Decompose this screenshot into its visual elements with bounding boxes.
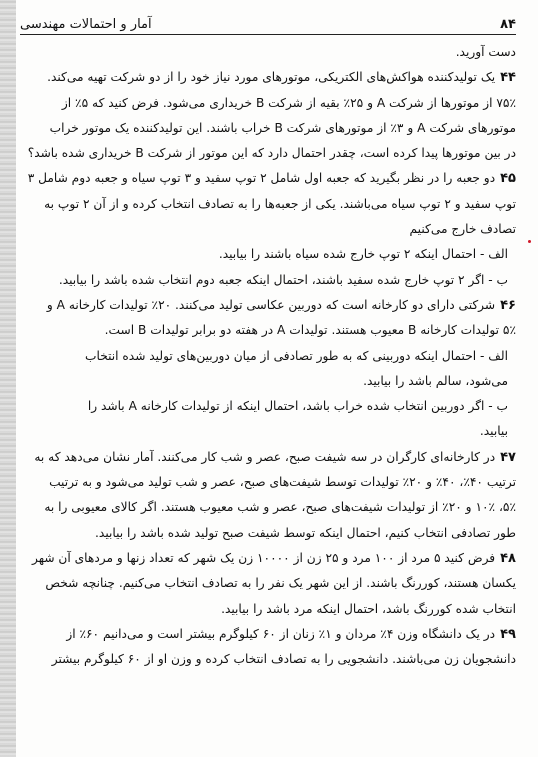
line-text: شرکتی دارای دو کارخانه است که دوربین عکاسی تولید می‌کنند. ۲۰٪ تولیدات کارخانه A و — [46, 297, 496, 312]
line-text: می‌شود، سالم باشد را بیابید. — [363, 373, 508, 388]
text-line — [20, 40, 516, 65]
line-text: فرض کنید ۵ مرد از ۱۰۰ مرد و ۲۵ زن از ۱۰۰۰۰ زن یک شهر که تعداد زنها و مردهای آن شهر — [32, 550, 496, 565]
running-title: آمار و احتمالات مهندسی — [20, 17, 152, 32]
text-line — [20, 217, 516, 242]
text-line — [20, 318, 516, 343]
text-line — [20, 521, 516, 546]
problem-number: ۴۸ — [500, 550, 516, 566]
line-text: ب - اگر ۲ توپ خارج شده سفید باشند، احتمال اینکه جعبه دوم انتخاب شده باشد را بیابید. — [58, 272, 508, 287]
line-text: توپ سفید و ۲ توپ سیاه می‌باشند. یکی از جعبه‌ها را به تصادف انتخاب کرده و از آن ۲ توپ به — [44, 196, 516, 211]
line-text: دو جعبه را در نظر بگیرید که جعبه اول شامل ۲ توپ سفید و ۳ توپ سیاه و جعبه دوم شامل ۳ — [27, 171, 496, 186]
line-text: ترتیب ۴۰٪، ۴۰٪ و ۲۰٪ تولیدات توسط شیفت‌های صبح، عصر و شب تولید می‌شود و به ترتیب — [49, 475, 516, 490]
line-text: الف - احتمال اینکه دوربینی که به طور تصادفی از میان دوربین‌های تولید شده انتخاب — [85, 348, 508, 363]
line-text: موتورهای شرکت A و ۳٪ از موتورهای شرکت B خراب باشند. این تولیدکننده یک موتور خراب — [49, 120, 516, 135]
line-text: در کارخانه‌ای کارگران در سه شیفت صبح، عصر و شب کار می‌کنند. آمار نشان می‌دهد که به — [34, 449, 496, 464]
text-line — [20, 116, 516, 141]
problem-line — [20, 445, 516, 470]
subpart-line — [20, 268, 516, 293]
subpart-line — [20, 369, 516, 394]
text-line — [20, 91, 516, 116]
line-text: یکسان هستند، کوررنگ باشند. از این شهر یک نفر را به تصادف انتخاب می‌کنیم. چنانچه شخص — [45, 576, 516, 591]
page-header — [20, 8, 516, 35]
subpart-line — [20, 394, 516, 419]
problem-number: ۴۷ — [500, 449, 516, 465]
line-text: ب - اگر دوربین انتخاب شده خراب باشد، احتمال اینکه از تولیدات کارخانه A باشد را — [87, 399, 508, 414]
problem-number: ۴۹ — [500, 626, 516, 642]
text-line — [20, 470, 516, 495]
line-text: انتخاب شده کوررنگ باشد، احتمال اینکه مرد باشد را بیابید. — [221, 601, 516, 616]
line-text: ۵٪، ۱۰٪ و ۲۰٪ از تولیدات شیفت‌های صبح، عصر و شب معیوب هستند. اگر کالای معیوبی را به — [44, 500, 516, 515]
problem-line — [20, 65, 516, 90]
text-line — [20, 597, 516, 622]
line-text: ۵٪ تولیدات کارخانه B معیوب هستند. تولیدات A در هفته دو برابر تولیدات B است. — [104, 323, 516, 338]
problem-line — [20, 622, 516, 647]
text-line — [20, 571, 516, 596]
line-text: در یک دانشگاه وزن ۴٪ مردان و ۱٪ زنان از ۶۰ کیلوگرم بیشتر است و می‌دانیم ۶۰٪ از — [66, 626, 496, 641]
red-dot-mark — [528, 240, 531, 243]
line-text: تصادف خارج می‌کنیم — [409, 222, 516, 237]
text-line — [20, 495, 516, 520]
line-text: الف - احتمال اینکه ۲ توپ خارج شده سیاه باشند را بیابید. — [218, 247, 508, 262]
problem-line — [20, 546, 516, 571]
subpart-line — [20, 344, 516, 369]
subpart-line — [20, 242, 516, 267]
book-binding-shadow — [0, 0, 16, 757]
page-body — [20, 40, 516, 672]
text-line — [20, 647, 516, 672]
line-text: طور تصادفی انتخاب کنیم، احتمال اینکه توسط شیفت صبح تولید شده باشد را بیابید. — [95, 525, 516, 540]
problem-line — [20, 293, 516, 318]
line-text: دانشجویان زن می‌باشند. دانشجویی را به تصادف انتخاب کرده و وزن او از ۶۰ کیلوگرم بیشتر — [51, 652, 516, 667]
problem-line — [20, 166, 516, 191]
problem-number: ۴۶ — [500, 297, 516, 313]
text-line — [20, 192, 516, 217]
line-text: دست آورید. — [455, 45, 516, 59]
line-text: ۷۵٪ از موتورها از شرکت A و ۲۵٪ بقیه از شرکت B خریداری می‌شود. فرض کنید که ۵٪ از — [61, 95, 516, 110]
problem-number: ۴۴ — [500, 70, 516, 86]
problem-number: ۴۵ — [500, 171, 516, 187]
line-text: بیابید. — [479, 424, 508, 439]
page-number: ۸۴ — [500, 17, 516, 32]
line-text: یک تولیدکننده هواکش‌های الکتریکی، موتورهای مورد نیاز خود را از دو شرکت تهیه می‌کند. — [47, 70, 496, 85]
text-line — [20, 141, 516, 166]
subpart-line — [20, 419, 516, 444]
line-text: در بین موتورها پیدا کرده است، چقدر احتمال دارد که این موتور از شرکت B خریداری شده باشد؟ — [27, 146, 516, 161]
